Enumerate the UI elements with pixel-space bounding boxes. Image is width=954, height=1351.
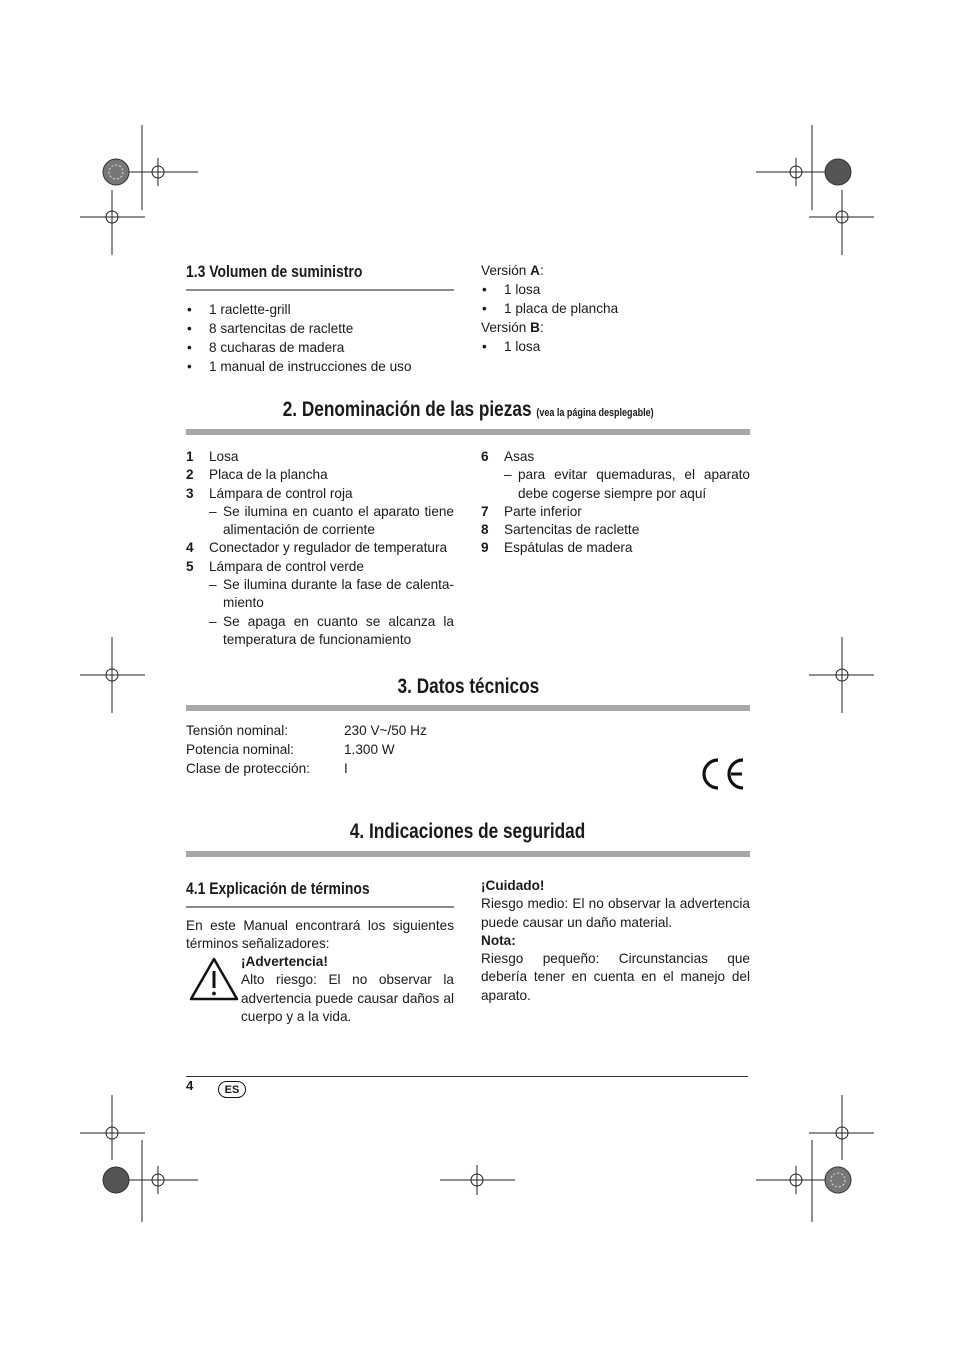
version-a-label: Versión A:: [481, 263, 544, 278]
note-title: Nota:: [481, 932, 516, 948]
list-item: • 8 cucharas de madera: [186, 338, 454, 357]
section-4-bar: [186, 851, 750, 857]
section-2-bar: [186, 429, 750, 435]
sub-item: – Se ilumina en cuanto el aparato tiene alimentación de corriente: [209, 503, 454, 538]
list-item: • 1 losa: [481, 280, 751, 299]
sub-item: – Se ilumina durante la fase de calenta-miento: [209, 577, 454, 611]
section-4-1-heading: 4.1 Explicación de términos: [186, 879, 370, 898]
list-item: • 1 raclette-grill: [186, 300, 454, 319]
table-row: Tensión nominal: 230 V~/50 Hz: [186, 723, 427, 738]
version-b-label: Versión B:: [481, 320, 544, 335]
terms-intro: En este Manual encontrará los siguientes términos señalizadores:: [186, 918, 454, 952]
list-item: • 8 sartencitas de raclette: [186, 319, 454, 338]
list-item: 1 Losa: [186, 449, 239, 464]
warning-triangle-icon: [188, 956, 240, 1002]
section-4-heading: 4. Indicaciones de seguridad: [350, 820, 586, 843]
list-item: 5 Lámpara de control verde: [186, 558, 364, 574]
table-row: Potencia nominal: 1.300 W: [186, 742, 395, 757]
list-item: 6 Asas: [481, 449, 535, 464]
list-item: 9 Espátulas de madera: [481, 540, 633, 556]
section-2-note: (vea la página desplegable): [536, 407, 654, 419]
caution-text: Riesgo medio: El no observar la advertencia puede causar un daño material.: [481, 896, 750, 930]
section-4-1-rule: [186, 906, 454, 908]
sub-item: – Se apaga en cuanto se alcanza la temperatura de funcionamiento: [209, 613, 454, 647]
section-3-bar: [186, 705, 750, 711]
warning-title: ¡Advertencia!: [241, 954, 328, 969]
caution-note-block: [481, 877, 750, 1005]
list-item: 2 Placa de la plancha: [186, 467, 328, 483]
list-item: • 1 manual de instrucciones de uso: [186, 357, 454, 376]
parts-list-right: [481, 448, 750, 558]
section-3-heading: 3. Datos técnicos: [397, 675, 539, 698]
list-item: 8 Sartencitas de raclette: [481, 522, 640, 538]
language-badge: ES: [218, 1081, 246, 1098]
section-1-3-rule: [186, 289, 454, 291]
version-list: [481, 261, 751, 356]
warning-text: Alto riesgo: El no observar la advertencia puede causar daños al cuerpo y a la vida.: [241, 972, 454, 1024]
table-row: Clase de protección: I: [186, 761, 348, 776]
caution-title: ¡Cuidado!: [481, 878, 545, 893]
tech-data-table: [186, 721, 486, 778]
section-1-3-heading: 1.3 Volumen de suministro: [186, 262, 363, 281]
note-text: Riesgo pequeño: Circunstancias que debería tener en cuenta en el manejo del aparato.: [481, 951, 750, 1003]
list-item: • 1 losa: [481, 337, 751, 356]
list-item: • 1 placa de plancha: [481, 299, 751, 318]
warning-block: [241, 953, 454, 1026]
ce-mark-icon: [700, 757, 748, 791]
parts-list-left: [186, 448, 454, 649]
list-item: 7 Parte inferior: [481, 503, 582, 519]
supply-list: [186, 300, 454, 376]
sub-item: – para evitar quemaduras, el aparato debe cogerse siempre por aquí: [504, 467, 750, 501]
page-number: 4: [186, 1078, 194, 1093]
section-2-heading: 2. Denominación de las piezas (vea la página desplegable): [282, 398, 654, 421]
footer-rule: [186, 1076, 748, 1077]
list-item: 3 Lámpara de control roja: [186, 485, 353, 501]
list-item: 4 Conectador y regulador de temperatura: [186, 540, 448, 556]
